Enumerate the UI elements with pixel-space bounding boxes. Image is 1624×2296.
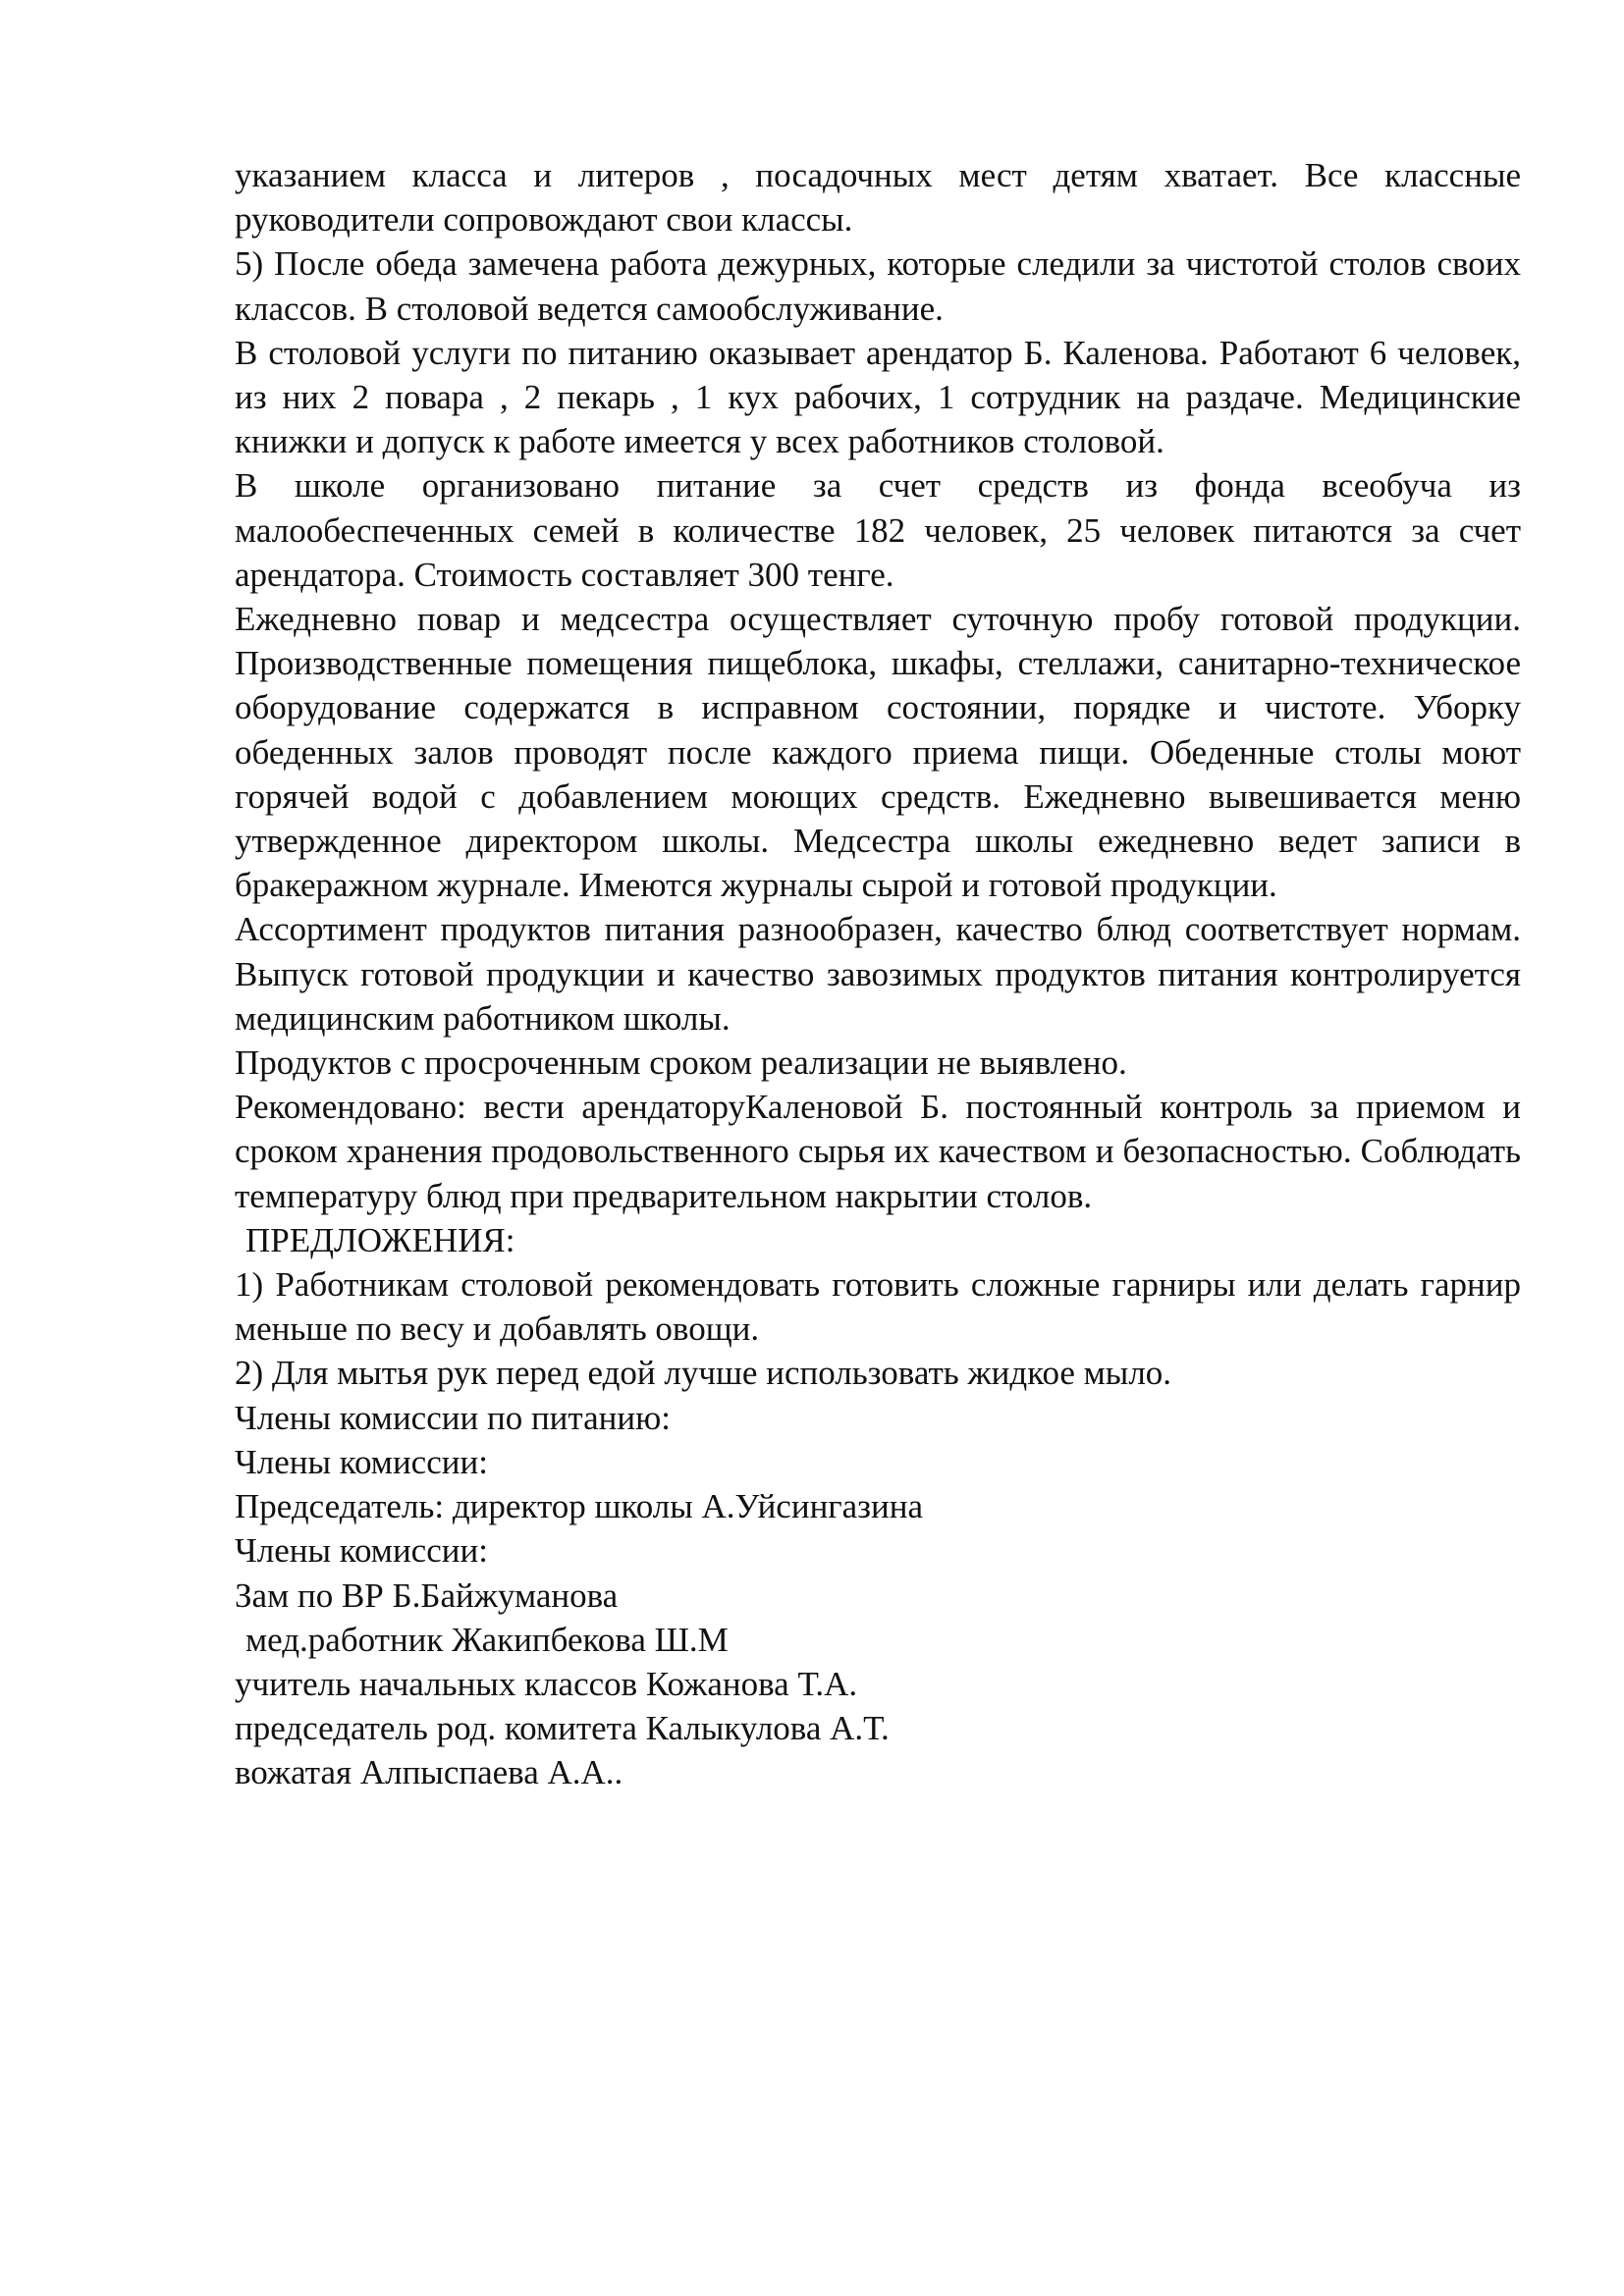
- paragraph: Продуктов с просроченным сроком реализации не выявлено.: [235, 1043, 1127, 1083]
- paragraph: председатель род. комитета Калыкулова А.Т.: [235, 1709, 890, 1748]
- paragraph: В столовой услуги по питанию оказывает арендатор Б. Каленова. Работают 6 человек, из них 2 повара , 2 пекарь , 1 кух рабочих, 1 сотрудник на раздаче. Медицинские книжки и допуск к работе имеется у всех работников столовой.: [235, 333, 1521, 461]
- paragraph: 5) После обеда замечена работа дежурных, которые следили за чистотой столов своих классов. В столовой ведется самообслуживание.: [235, 244, 1521, 328]
- paragraph: 1) Работникам столовой рекомендовать готовить сложные гарниры или делать гарнир меньше по весу и добавлять овощи.: [235, 1265, 1521, 1349]
- paragraph: Ассортимент продуктов питания разнообразен, качество блюд соответствует нормам. Выпуск готовой продукции и качество завозимых продуктов питания контролируется медицинским работником школы.: [235, 910, 1521, 1038]
- paragraph: Члены комиссии по питанию:: [235, 1398, 671, 1437]
- paragraph: учитель начальных классов Кожанова Т.А.: [235, 1664, 858, 1703]
- paragraph: 2) Для мытья рук перед едой лучше использовать жидкое мыло.: [235, 1354, 1172, 1393]
- paragraph: В школе организовано питание за счет средств из фонда всеобуча из малообеспеченных семей в количестве 182 человек, 25 человек питаются за счет арендатора. Стоимость составляет 300 тенге.: [235, 466, 1521, 594]
- paragraph: мед.работник Жакипбекова Ш.М: [245, 1620, 729, 1659]
- paragraph: Члены комиссии:: [235, 1442, 488, 1481]
- paragraph: указанием класса и литеров , посадочных мест детям хватает. Все классные руководители сопровождают свои классы.: [235, 156, 1521, 240]
- paragraph: Председатель: директор школы А.Уйсингазина: [235, 1487, 924, 1526]
- document-page: [235, 153, 1521, 1795]
- paragraph: вожатая Алпыспаева А.А..: [235, 1753, 623, 1792]
- paragraph: ПРЕДЛОЖЕНИЯ:: [245, 1220, 515, 1259]
- paragraph: Зам по ВР Б.Байжуманова: [235, 1575, 619, 1615]
- paragraph: Ежедневно повар и медсестра осуществляет суточную пробу готовой продукции. Производственные помещения пищеблока, шкафы, стеллажи, санитарно-техническое оборудование содержатся в исправном состоянии, порядке и чистоте. Уборку обеденных залов проводят после каждого приема пищи. Обеденные столы моют горячей водой с добавлением моющих средств. Ежедневно вывешивается меню утвержденное директором школы. Медсестра школы ежедневно ведет записи в бракеражном журнале. Имеются журналы сырой и готовой продукции.: [235, 600, 1521, 905]
- paragraph: Рекомендовано: вести арендаторуКаленовой Б. постоянный контроль за приемом и сроком хранения продовольственного сырья их качеством и безопасностью. Соблюдать температуру блюд при предварительном накрытии столов.: [235, 1088, 1521, 1215]
- paragraph: Члены комиссии:: [235, 1531, 488, 1571]
